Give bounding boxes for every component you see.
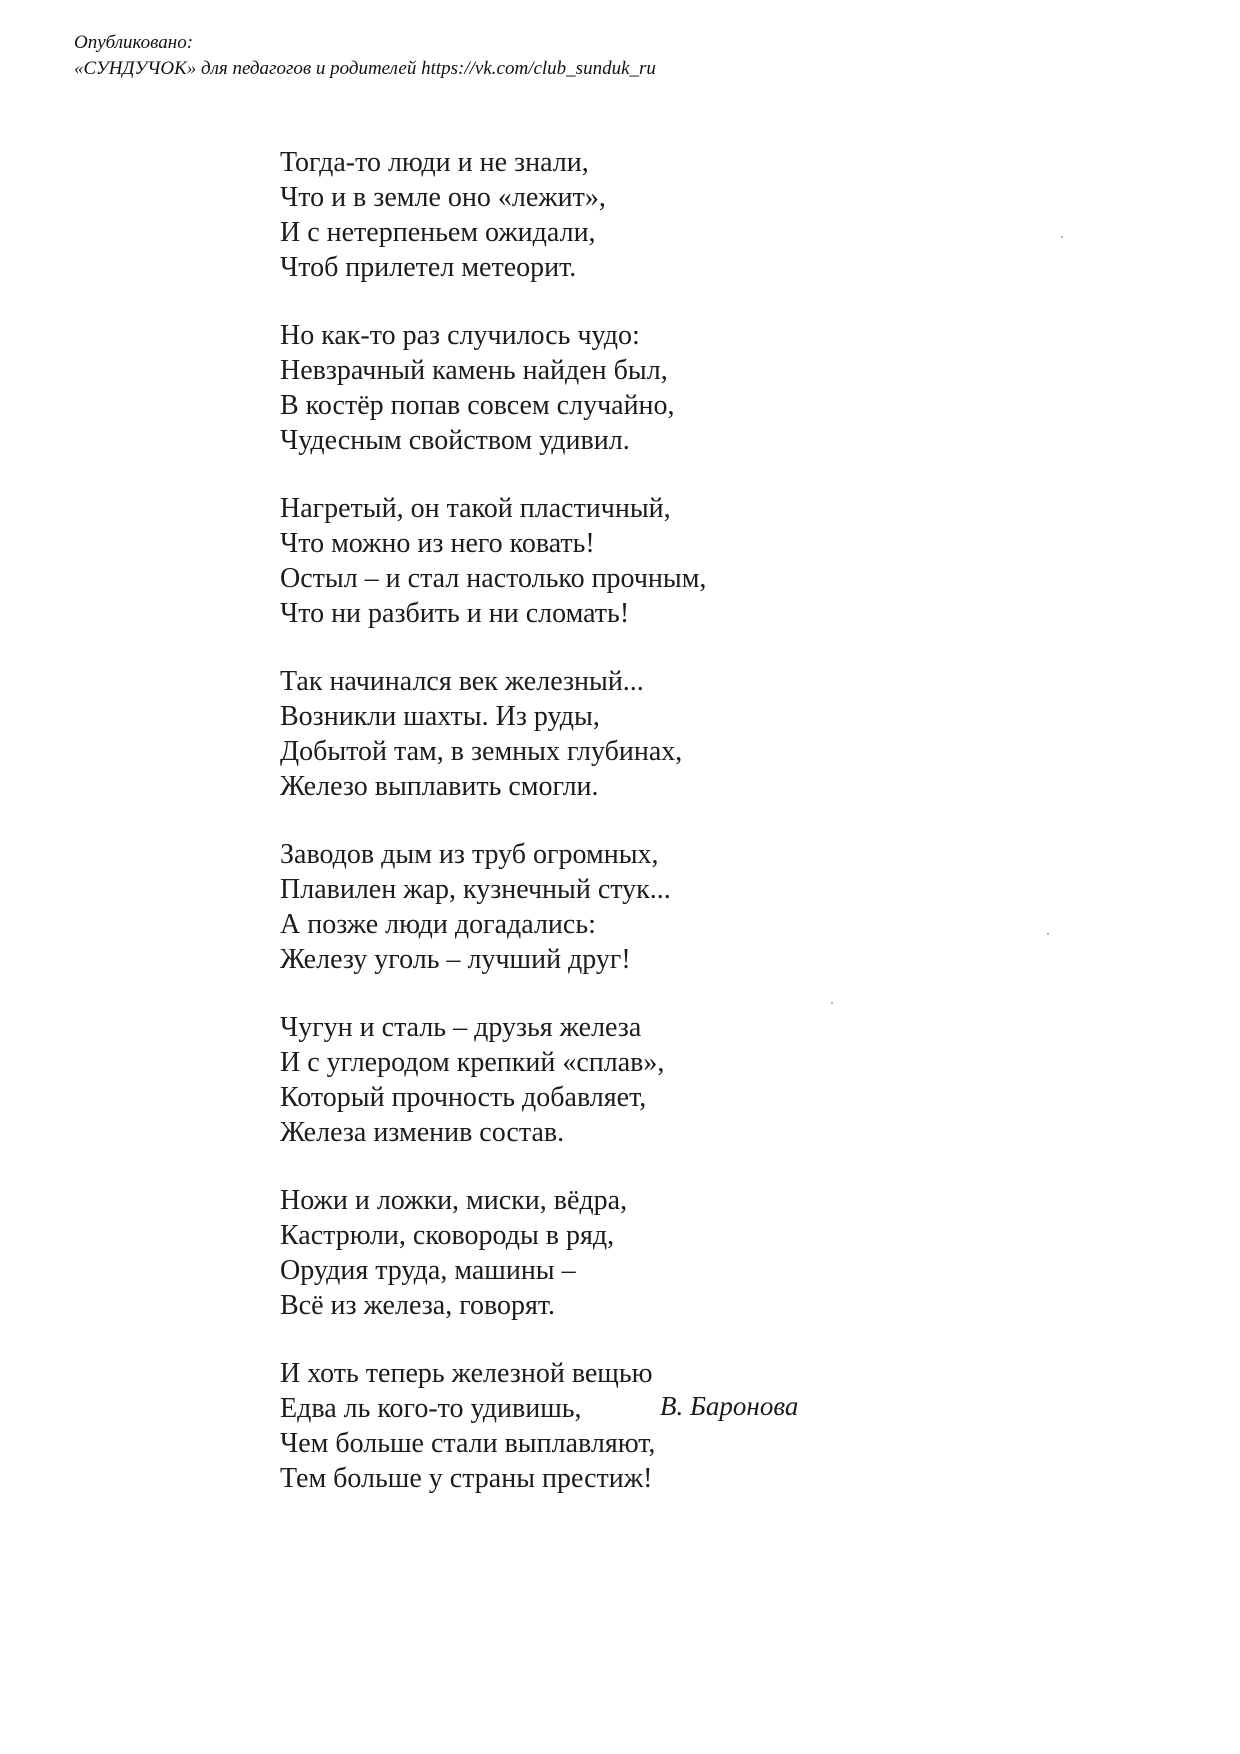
stanza-4: [280, 664, 840, 804]
verse-line: Чтоб прилетел метеорит.: [280, 252, 577, 283]
verse-line: Так начинался век железный...: [280, 666, 644, 697]
stanza-6: [280, 1010, 840, 1150]
stanza-8: [280, 1356, 840, 1496]
publication-header: [74, 30, 656, 82]
stanza-3: [280, 491, 840, 631]
verse-line: И с нетерпеньем ожидали,: [280, 217, 596, 248]
verse-line: Заводов дым из труб огромных,: [280, 839, 659, 870]
verse-line: Чугун и сталь – друзья железа: [280, 1012, 642, 1043]
verse-line: Что ни разбить и ни сломать!: [280, 598, 630, 629]
scan-speck: [1061, 236, 1063, 238]
verse-line: Железа изменив состав.: [280, 1117, 565, 1148]
verse-line: Плавилен жар, кузнечный стук...: [280, 874, 671, 905]
verse-line: Железу уголь – лучший друг!: [280, 944, 631, 975]
verse-line: Чем больше стали выплавляют,: [280, 1428, 656, 1459]
verse-line: Возникли шахты. Из руды,: [280, 701, 600, 732]
verse-line: Тогда-то люди и не знали,: [280, 147, 589, 178]
verse-line: Орудия труда, машины –: [280, 1255, 576, 1286]
verse-line: Всё из железа, говорят.: [280, 1290, 556, 1321]
verse-line: Едва ль кого-то удивишь,: [280, 1393, 582, 1424]
verse-line: Добытой там, в земных глубинах,: [280, 736, 683, 767]
scan-speck: [831, 1002, 833, 1004]
verse-line: И хоть теперь железной вещью: [280, 1358, 653, 1389]
verse-line: И с углеродом крепкий «сплав»,: [280, 1047, 665, 1078]
stanza-2: [280, 318, 840, 458]
verse-line: А позже люди догадались:: [280, 909, 596, 940]
verse-line: Остыл – и стал настолько прочным,: [280, 563, 707, 594]
stanza-1: [280, 145, 840, 285]
verse-line: Чудесным свойством удивил.: [280, 425, 630, 456]
verse-line: Нагретый, он такой пластичный,: [280, 493, 671, 524]
verse-line: Который прочность добавляет,: [280, 1082, 647, 1113]
verse-line: Железо выплавить смогли.: [280, 771, 599, 802]
stanza-7: [280, 1183, 840, 1323]
verse-line: Кастрюли, сковороды в ряд,: [280, 1220, 615, 1251]
verse-line: В костёр попав совсем случайно,: [280, 390, 675, 421]
verse-line: Но как-то раз случилось чудо:: [280, 320, 640, 351]
verse-line: Что и в земле оно «лежит»,: [280, 182, 606, 213]
author-signature: В. Баронова: [660, 1391, 799, 1421]
stanza-5: [280, 837, 840, 977]
scan-speck: [1047, 933, 1049, 935]
published-label: Опубликовано:: [74, 32, 194, 53]
verse-line: Тем больше у страны престиж!: [280, 1463, 653, 1494]
verse-line: Что можно из него ковать!: [280, 528, 595, 559]
publisher-line: «СУНДУЧОК» для педагогов и родителей https://vk.com/club_sunduk_ru: [74, 58, 656, 79]
verse-line: Ножи и ложки, миски, вёдра,: [280, 1185, 628, 1216]
verse-line: Невзрачный камень найден был,: [280, 355, 668, 386]
